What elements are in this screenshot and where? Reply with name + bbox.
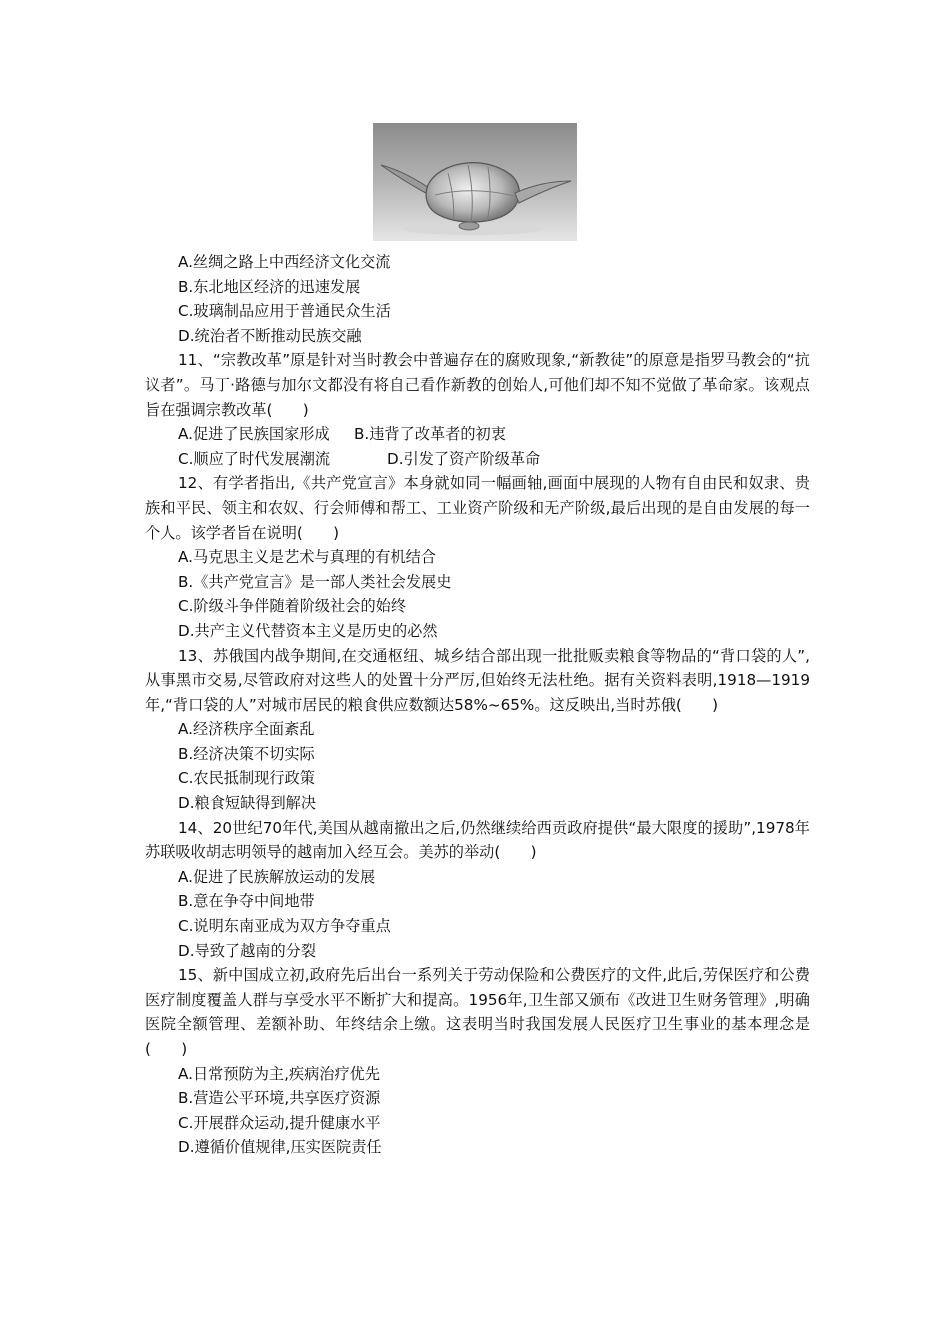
option-d: D.引发了资产阶级革命: [387, 449, 541, 468]
option-d: D.统治者不断推动民族交融: [178, 326, 362, 345]
option-d: D.导致了越南的分裂: [178, 941, 317, 960]
option-c: C.开展群众运动,提升健康水平: [178, 1113, 381, 1132]
option-c: C.说明东南亚成为双方争夺重点: [178, 917, 391, 936]
option-row: [145, 422, 810, 447]
option-b: B.意在争夺中间地带: [178, 892, 315, 911]
question-stem: 11、“宗教改革”原是针对当时教会中普遍存在的腐败现象,“新教徒”的原意是指罗马教会的“抗议者”。马丁·路德与加尔文都没有将自己看作新教的创始人,可他们却不知不觉做了革命家。该观点旨在强调宗教改革( ): [145, 351, 810, 419]
question-list: [145, 250, 810, 1160]
option-b: B.东北地区经济的迅速发展: [178, 277, 361, 296]
option-b: B.经济决策不切实际: [178, 744, 315, 763]
glass-vessel-icon: [373, 123, 577, 241]
question-11: [145, 348, 810, 471]
question-stem: 12、有学者指出,《共产党宣言》本身就如同一幅画轴,画面中展现的人物有自由民和奴隶、贵族和平民、领主和农奴、行会师傅和帮工、工业资产阶级和无产阶级,最后出现的是自由发展的每一个人。该学者旨在说明( ): [145, 474, 810, 542]
option-d: D.遵循价值规律,压实医院责任: [178, 1138, 382, 1157]
option-c: C.玻璃制品应用于普通民众生活: [178, 302, 391, 321]
option-d: D.共产主义代替资本主义是历史的必然: [178, 621, 438, 640]
option-a: A.促进了民族国家形成: [178, 425, 330, 444]
question-stem: 14、20世纪70年代,美国从越南撤出之后,仍然继续给西贡政府提供“最大限度的援助”,1978年苏联吸收胡志明领导的越南加入经互会。美苏的举动( ): [145, 818, 810, 862]
question-15: [145, 963, 810, 1160]
option-c: C.顺应了时代发展潮流: [178, 449, 331, 468]
option-a: A.日常预防为主,疾病治疗优先: [178, 1064, 381, 1083]
question-12: [145, 471, 810, 643]
option-c: C.农民抵制现行政策: [178, 769, 315, 788]
option-d: D.粮食短缺得到解决: [178, 794, 317, 813]
option-a: A.促进了民族解放运动的发展: [178, 867, 376, 886]
question-10-options: [145, 250, 810, 348]
option-row: [145, 447, 810, 472]
question-stem: 15、新中国成立初,政府先后出台一系列关于劳动保险和公费医疗的文件,此后,劳保医疗和公费医疗制度覆盖人群与享受水平不断扩大和提高。1956年,卫生部又颁布《改进卫生财务管理》,明确医院全额管理、差额补助、年终结余上缴。这表明当时我国发展人民医疗卫生事业的基本理念是( ): [145, 966, 810, 1058]
question-13: [145, 644, 810, 816]
question-stem: 13、苏俄国内战争期间,在交通枢纽、城乡结合部出现一批批贩卖粮食等物品的“背口袋的人”,从事黑市交易,尽管政府对这些人的处置十分严厉,但始终无法杜绝。据有关资料表明,1918—1919年,“背口袋的人”对城市居民的粮食供应数额达58%~65%。这反映出,当时苏俄( ): [145, 646, 810, 714]
option-a: A.经济秩序全面紊乱: [178, 720, 315, 739]
option-b: B.违背了改革者的初衷: [354, 425, 506, 444]
option-b: B.营造公平环境,共享医疗资源: [178, 1089, 381, 1108]
option-a: A.丝绸之路上中西经济文化交流: [178, 253, 391, 271]
option-a: A.马克思主义是艺术与真理的有机结合: [178, 548, 436, 567]
question-14: [145, 816, 810, 964]
option-c: C.阶级斗争伴随着阶级社会的始终: [178, 597, 407, 616]
glass-vessel-photo: [373, 123, 577, 241]
option-b: B.《共产党宣言》是一部人类社会发展史: [178, 572, 452, 591]
